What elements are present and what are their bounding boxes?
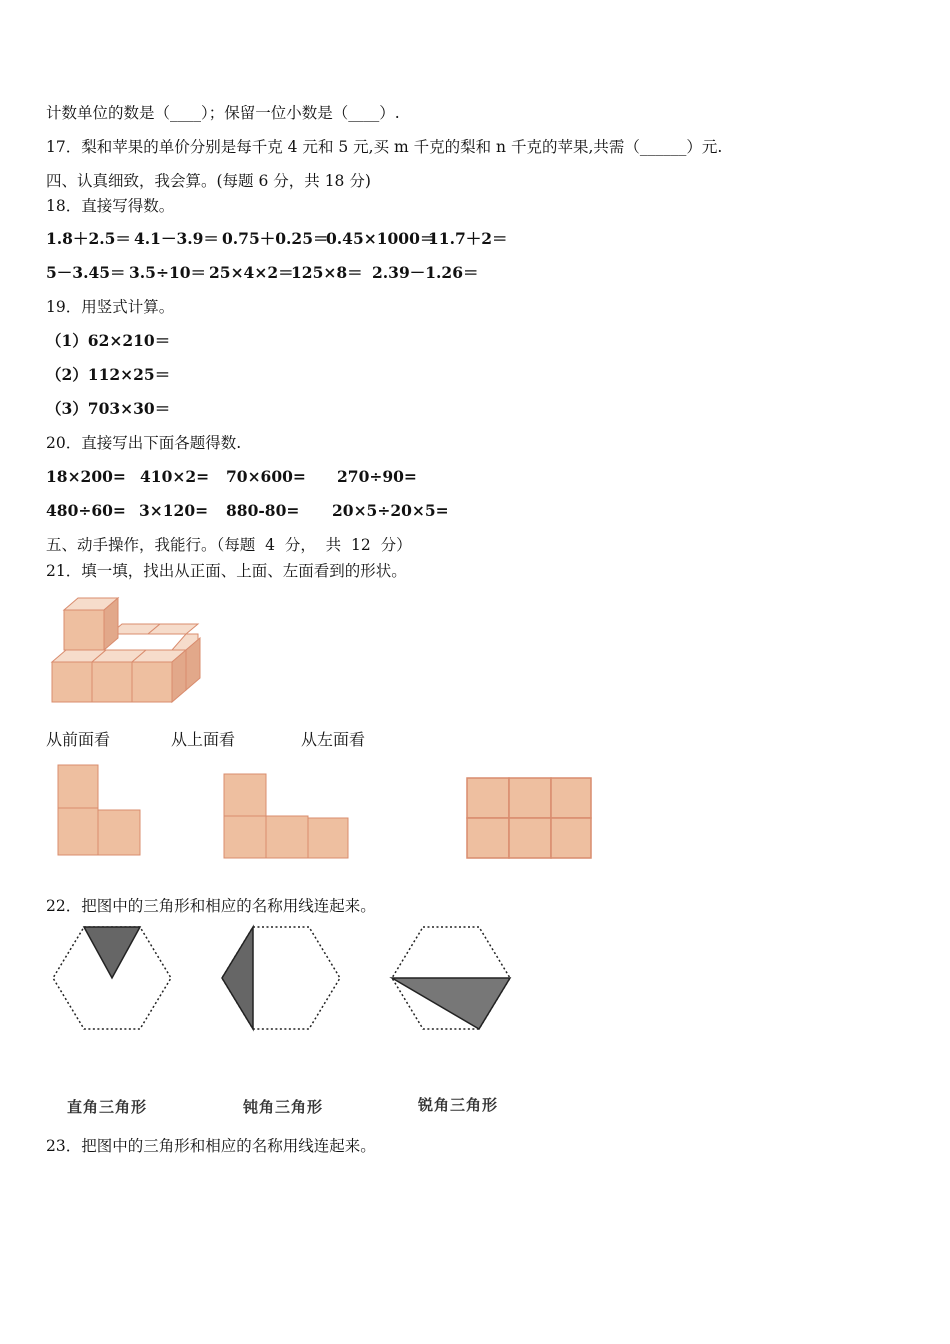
q18-item: 4.1－3.9＝ <box>134 229 219 248</box>
hexagon-figure-1 <box>50 924 174 1034</box>
q20-item: 270÷90= <box>337 467 417 486</box>
view-shape-2 <box>222 772 352 862</box>
q20-item: 20×5÷20×5= <box>332 501 449 520</box>
view-label-left: 从左面看 <box>301 730 366 749</box>
q20-title: 20．直接写出下面各题得数. <box>46 434 242 452</box>
q20-item: 880-80= <box>226 501 300 520</box>
q18-item: 25×4×2＝ <box>209 263 294 282</box>
q23-title: 23．把图中的三角形和相应的名称用线连起来。 <box>46 1137 376 1155</box>
q18-item: 1.8＋2.5＝ <box>46 229 131 248</box>
q20-item: 3×120= <box>139 501 209 520</box>
view-shape-1 <box>55 762 145 862</box>
label-right-triangle: 直角三角形 <box>67 1098 148 1116</box>
section-4-heading: 四、认真细致，我会算。(每题 6 分，共 18 分) <box>46 172 371 190</box>
q18-item: 0.45×1000＝ <box>326 229 436 248</box>
q19-item: （2）112×25＝ <box>46 365 171 384</box>
view-label-top: 从上面看 <box>171 730 236 749</box>
q20-item: 480÷60= <box>46 501 126 520</box>
q18-item: 3.5÷10＝ <box>129 263 207 282</box>
label-obtuse-triangle: 钝角三角形 <box>243 1098 324 1116</box>
q18-item: 125×8＝ <box>291 263 363 282</box>
q21-title: 21．填一填，找出从正面、上面、左面看到的形状。 <box>46 562 407 580</box>
q20-item: 410×2= <box>140 467 210 486</box>
q16-continuation: 计数单位的数是（____）；保留一位小数是（____）. <box>46 104 400 122</box>
q18-item: 11.7＋2＝ <box>428 229 508 248</box>
view-shape-3 <box>464 775 594 860</box>
q20-item: 70×600= <box>226 467 306 486</box>
q18-item: 0.75＋0.25＝ <box>222 229 329 248</box>
label-acute-triangle: 锐角三角形 <box>418 1096 499 1114</box>
q20-item: 18×200= <box>46 467 126 486</box>
q18-item: 5－3.45＝ <box>46 263 126 282</box>
q19-title: 19．用竖式计算。 <box>46 298 175 316</box>
q19-item: （3）703×30＝ <box>46 399 171 418</box>
q22-title: 22．把图中的三角形和相应的名称用线连起来。 <box>46 897 376 915</box>
hexagon-figure-3 <box>389 924 513 1034</box>
q18-item: 2.39－1.26＝ <box>372 263 479 282</box>
cube-stack-figure <box>48 592 218 712</box>
q19-item: （1）62×210＝ <box>46 331 171 350</box>
section-5-heading: 五、动手操作，我能行。（每题 4 分， 共 12 分） <box>46 536 412 554</box>
hexagon-figure-2 <box>219 924 343 1034</box>
view-label-front: 从前面看 <box>46 730 111 749</box>
q18-title: 18．直接写得数。 <box>46 197 175 215</box>
q17-text: 17．梨和苹果的单价分别是每千克 4 元和 5 元,买 m 千克的梨和 n 千克的苹果,共需（______）元. <box>46 138 723 156</box>
